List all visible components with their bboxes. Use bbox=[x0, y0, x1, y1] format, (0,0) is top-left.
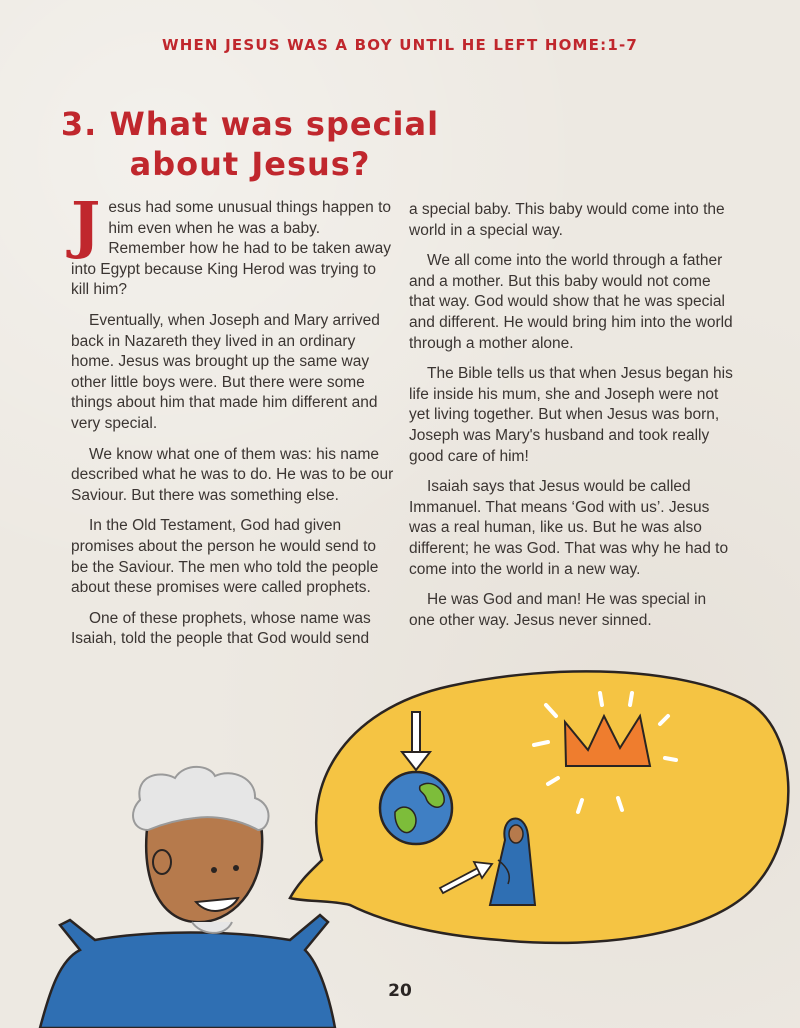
paragraph bbox=[71, 188, 397, 301]
paragraph-text: esus had some unusual things happen to him even when he was a baby. Remember how he had to be taken away into Egypt because King Herod was trying to kill him? bbox=[71, 199, 391, 299]
paragraph: The Bible tells us that when Jesus began his life inside his mum, she and Joseph were not yet living together. But when Jesus was born, Joseph was Mary's husband and took really good care of him! bbox=[409, 365, 733, 465]
paragraph: He was God and man! He was special in one other way. Jesus never sinned. bbox=[409, 591, 707, 629]
paragraph: Isaiah says that Jesus would be called Immanuel. That means ‘God with us’. Jesus was a real human, like us. But he was also different; he was God. That was why he had to come into the world in a new way. bbox=[409, 478, 729, 578]
running-head: WHEN JESUS WAS A BOY UNTIL HE LEFT HOME:1-7 bbox=[161, 36, 639, 54]
right-column bbox=[409, 200, 735, 641]
page-title bbox=[60, 104, 440, 184]
paragraph: Eventually, when Joseph and Mary arrived back in Nazareth they lived in an ordinary home. Jesus was brought up the same way other little boys were. But there were some things about him that made him different and very special. bbox=[71, 311, 380, 432]
speech-bubble bbox=[290, 671, 788, 943]
title-line-1: 3. What was special bbox=[60, 105, 440, 143]
page-number: 20 bbox=[388, 981, 412, 1001]
drop-cap: J bbox=[71, 188, 101, 261]
paragraph: We know what one of them was: his name described what he was to do. He was to be our Saviour. But there was something else. bbox=[71, 445, 394, 504]
paragraph: a special baby. This baby would come into the world in a special way. bbox=[409, 201, 725, 239]
title-line-2: about Jesus? bbox=[129, 145, 371, 183]
globe-icon bbox=[380, 772, 452, 844]
illustration bbox=[0, 660, 800, 1028]
paragraph: We all come into the world through a father and a mother. But this baby would not come that way. God would show that he was special and different. He would bring him into the world through a mother alone. bbox=[409, 252, 733, 352]
paragraph: One of these prophets, whose name was Isaiah, told the people that God would send bbox=[71, 609, 371, 648]
left-column bbox=[71, 188, 397, 660]
paragraph: In the Old Testament, God had given promises about the person he would send to be the Saviour. The men who told the people about these promises were called prophets. bbox=[71, 517, 379, 597]
